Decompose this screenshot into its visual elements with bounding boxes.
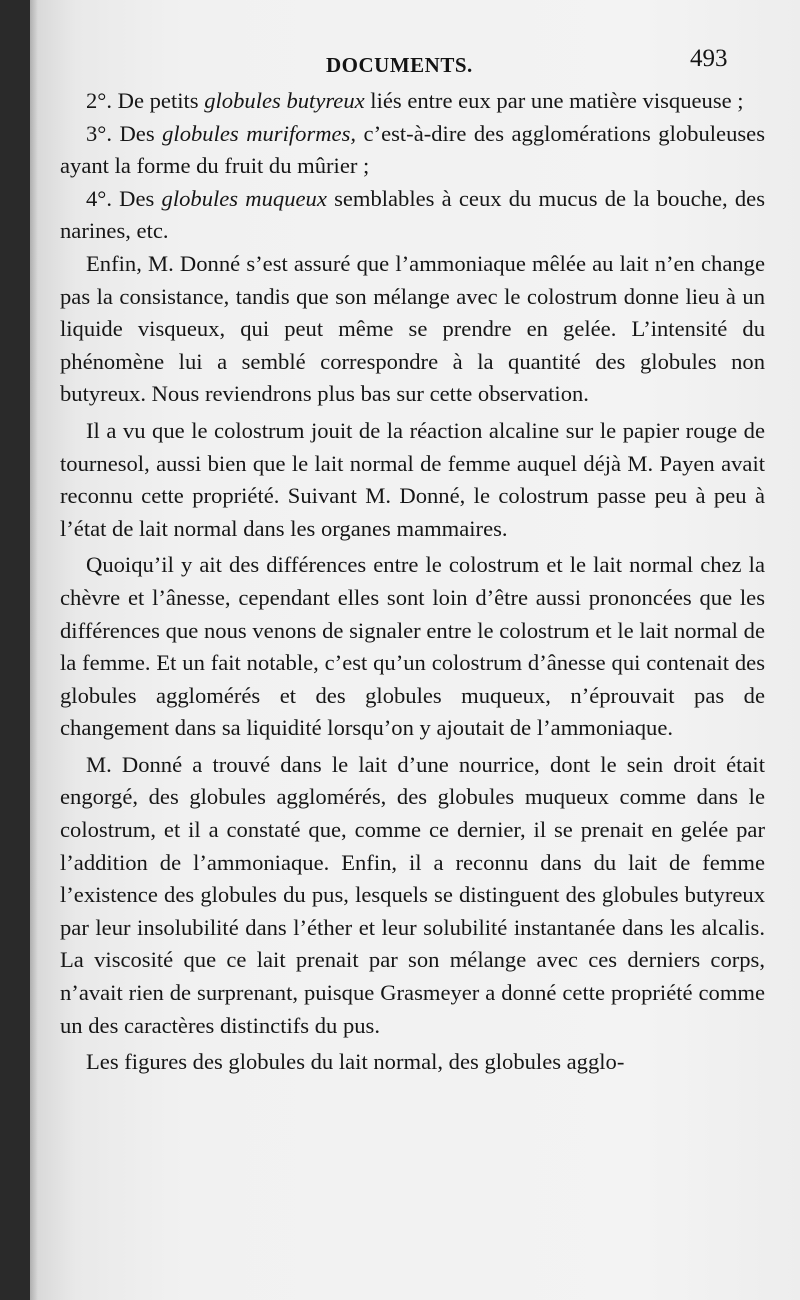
list-item: [60, 118, 765, 183]
paragraph: Les figures des globules du lait normal, des globules agglo-: [86, 1049, 625, 1075]
running-head: DOCUMENTS.: [326, 53, 473, 77]
page-number: 493: [690, 45, 728, 72]
item-text: semblables à ceux du mucus de la bouche, des narines, etc.: [60, 185, 765, 244]
item-term: globules muqueux: [161, 185, 327, 211]
item-term: globules butyreux: [204, 88, 365, 113]
item-number: 2°. De petits: [86, 88, 205, 113]
page-sheet: [30, 0, 800, 1300]
item-number: 3°. Des: [86, 120, 163, 146]
item-term: globules muriformes,: [162, 120, 357, 146]
list-item: [60, 85, 765, 118]
list-item: [60, 183, 765, 248]
item-text: liés entre eux par une matière visqueuse ;: [364, 88, 744, 113]
body-text: [60, 85, 765, 1079]
item-text: c’est-à-dire des agglomérations globuleuses ayant la forme du fruit du mûrier ;: [60, 120, 765, 179]
item-number: 4°. Des: [86, 185, 162, 211]
paragraph: M. Donné a trouvé dans le lait d’une nourrice, dont le sein droit était engorgé, des globules agglomérés, des globules muqueux comme dans le colostrum, et il a constaté que, comme ce dernier, il se prenait en gelée par l’addition de l’ammoniaque. Enfin, il a reconnu dans du lait de femme l’existence des globules du pus, lesquels se distinguent des globules butyreux par leur insolubilité dans l’éther et leur solubilité instantanée dans les alcalis. La viscosité que ce lait prenait par son mélange avec ces derniers corps, n’avait rien de surprenant, puisque Grasmeyer a donné cette propriété comme un des caractères distinctifs du pus.: [60, 751, 765, 1038]
page-header: [30, 45, 800, 85]
paragraph: Enfin, M. Donné s’est assuré que l’ammoniaque mêlée au lait n’en change pas la consistance, tandis que son mélange avec le colostrum donne lieu à un liquide visqueux, qui peut même se prendre en gelée. L’intensité du phénomène lui a semblé correspondre à la quantité des globules non butyreux. Nous reviendrons plus bas sur cette observation.: [60, 250, 765, 407]
paragraph: Quoiqu’il y ait des différences entre le colostrum et le lait normal chez la chèvre et l’ânesse, cependant elles sont loin d’être aussi prononcées que les différences que nous venons de signaler entre le colostrum et le lait normal de la femme. Et un fait notable, c’est qu’un colostrum d’ânesse qui contenait des globules agglomérés et des globules muqueux, n’éprouvait pas de changement dans sa liquidité lorsqu’on y ajoutait de l’ammoniaque.: [60, 552, 765, 741]
paragraph: Il a vu que le colostrum jouit de la réaction alcaline sur le papier rouge de tournesol, aussi bien que le lait normal de femme auquel déjà M. Payen avait reconnu cette propriété. Suivant M. Donné, le colostrum passe peu à peu à l’état de lait normal dans les organes mammaires.: [60, 417, 765, 541]
